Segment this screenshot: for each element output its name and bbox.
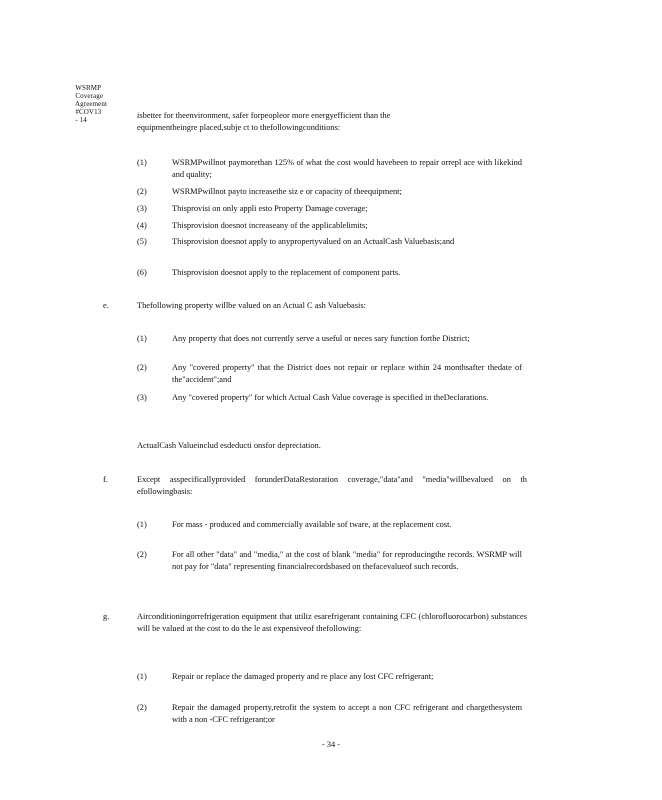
item-text: For all other "data" and "media," at the cost of blank "media" for reproducingthe records. WSRMP will not pay for "data" representing financialrecordsbased on thefacevalueof such records. bbox=[172, 550, 522, 571]
section-g-text: Airconditioningorrefrigeration equipment that utiliz esarefrigerant containing CFC (chlorofluorocarbon) substances will be valued at the cost to do the le ast expensiveof thefollowing: bbox=[137, 612, 527, 633]
item-text: Any property that does not currently serve a useful or neces sary function forthe District; bbox=[172, 334, 470, 343]
intro-line-1: isbetter for theenvironment, safer forpeopleor more energyefficient than the bbox=[137, 111, 391, 120]
item-text: Repair or replace the damaged property and re place any lost CFC refrigerant; bbox=[172, 672, 434, 681]
item-number: (1) bbox=[137, 334, 147, 343]
item-number: (1) bbox=[137, 520, 147, 529]
item-text: For mass - produced and commercially available sof tware, at the replacement cost. bbox=[172, 520, 452, 529]
section-f-letter: f. bbox=[103, 475, 108, 484]
intro-line-2: equipmentbeingre placed,subje ct to thefollowingconditions: bbox=[137, 122, 341, 132]
item-number: (2) bbox=[137, 550, 147, 559]
condition-text: WSRMPwillnot payto increasethe siz e or capacity of theequipment; bbox=[172, 187, 402, 196]
page-header bbox=[68, 76, 129, 132]
header-code: #COV13 bbox=[75, 108, 102, 116]
condition-number: (4) bbox=[137, 221, 147, 230]
condition-text: Thisprovision doesnot apply to anypropertyvalued on an ActualCash Valuebasis;and bbox=[172, 237, 455, 246]
section-e-note: ActualCash Valueinclud esdeducti onsfor depreciation. bbox=[137, 441, 321, 450]
condition-text: WSRMPwillnot paymorethan 125% of what the cost would havebeen to repair orrepl ace with likekind and quality; bbox=[172, 158, 522, 179]
condition-number: (5) bbox=[137, 237, 147, 246]
condition-number: (2) bbox=[137, 187, 147, 196]
section-f-text: Except asspecificallyprovided forunderDataRestoration coverage,"data"and "media"willbevalued on th efollowingbasis: bbox=[137, 475, 527, 496]
header-doc: Coverage bbox=[75, 92, 104, 100]
item-number: (3) bbox=[137, 393, 147, 402]
condition-text: Thisprovision doesnot increaseany of the applicablelimits; bbox=[172, 221, 368, 230]
section-g-letter: g. bbox=[103, 612, 110, 621]
section-e-text: Thefollowing property willbe valued on an Actual C ash Valuebasis: bbox=[137, 301, 366, 310]
header-suffix: - 14 bbox=[75, 116, 87, 124]
intro-paragraph bbox=[137, 110, 527, 133]
condition-number: (6) bbox=[137, 268, 147, 277]
section-e-letter: e. bbox=[103, 301, 109, 310]
condition-number: (3) bbox=[137, 204, 147, 213]
condition-number: (1) bbox=[137, 158, 147, 167]
item-text: Any "covered property" for which Actual Cash Value coverage is specified in theDeclarations. bbox=[172, 393, 489, 402]
item-number: (1) bbox=[137, 672, 147, 681]
item-number: (2) bbox=[137, 703, 147, 712]
condition-text: Thisprovisi on only appli esto Property Damage coverage; bbox=[172, 204, 368, 213]
item-text: Repair the damaged property,retrofit the system to accept a non CFC refrigerant and chargethesystem with a non -CFC refrigerant;or bbox=[172, 703, 522, 724]
header-org: WSRMP bbox=[75, 84, 102, 92]
condition-text: Thisprovision doesnot apply to the replacement of component parts. bbox=[172, 268, 401, 277]
item-number: (2) bbox=[137, 363, 147, 372]
page-number: - 34 - bbox=[321, 740, 341, 749]
header-type: Agreement bbox=[75, 100, 108, 108]
item-text: Any "covered property" that the District does not repair or replace within 24 monthsafter thedate of the"accident";and bbox=[172, 363, 522, 384]
